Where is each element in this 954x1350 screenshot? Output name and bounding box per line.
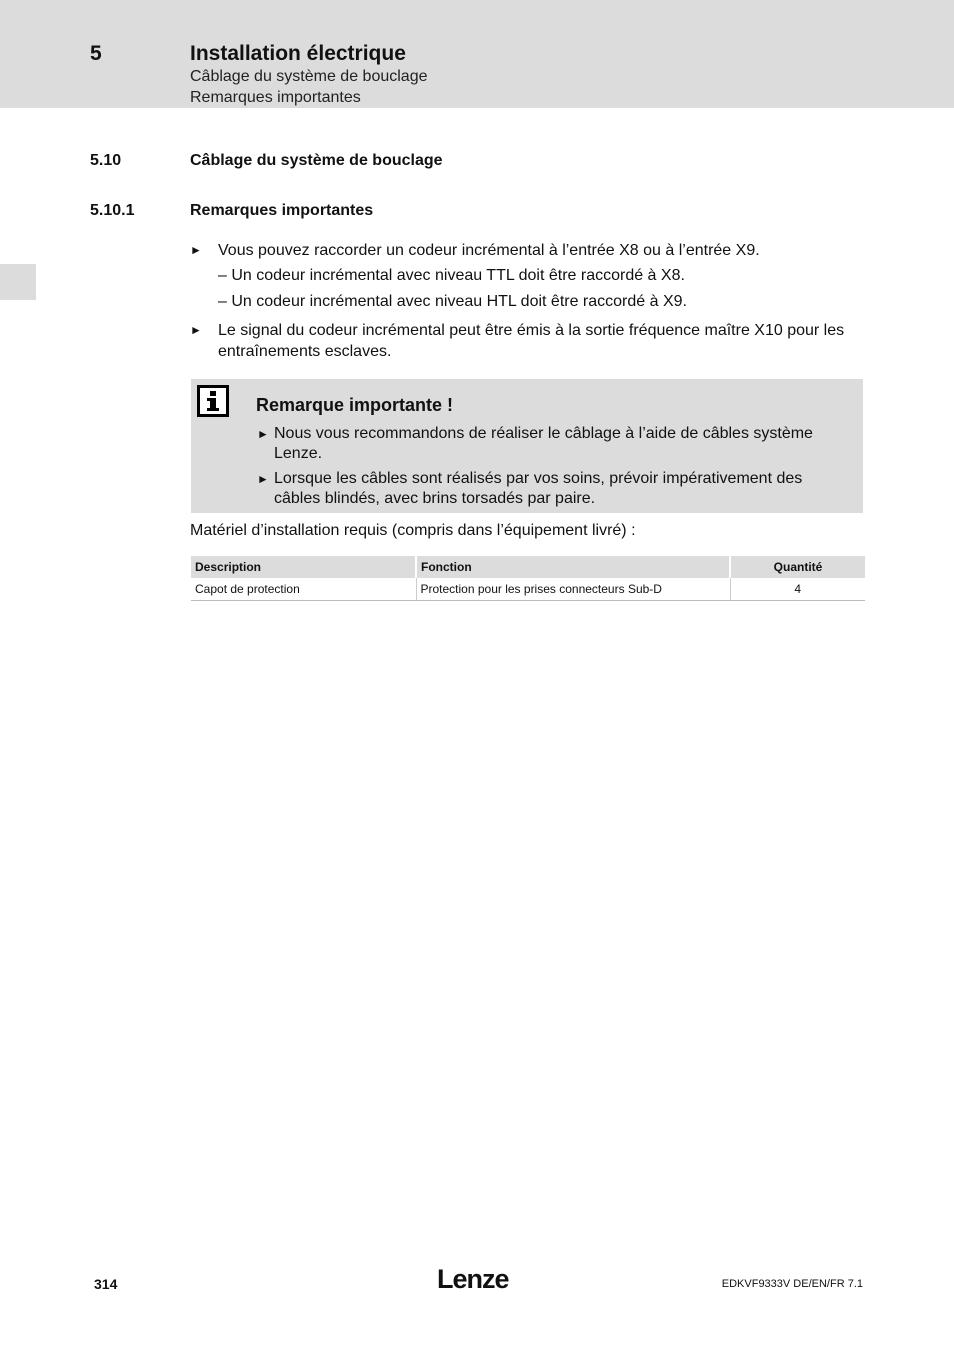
note-title: Remarque importante !: [256, 395, 454, 415]
triangle-bullet-icon: ►: [190, 323, 202, 337]
note-item: [257, 424, 847, 464]
table-row: [191, 578, 865, 601]
column-header-quantity: Quantité: [730, 556, 865, 578]
required-material-text: Matériel d’installation requis (compris dans l’équipement livré) :: [190, 522, 636, 539]
column-header-description: Description: [191, 556, 416, 578]
cell-function: Protection pour les prises connecteurs Sub-D: [416, 578, 730, 601]
page-number: 314: [94, 1276, 118, 1292]
sub-item: – Un codeur incrémental avec niveau TTL doit être raccordé à X8.: [218, 267, 685, 284]
chapter-title: Installation électrique: [190, 42, 406, 65]
lenze-logo: Lenze: [437, 1264, 509, 1294]
document-reference: EDKVF9333V DE/EN/FR 7.1: [721, 1278, 863, 1290]
triangle-bullet-icon: ►: [257, 427, 269, 441]
info-icon: [197, 385, 229, 417]
header-band: [0, 0, 954, 108]
equipment-table: [191, 556, 865, 601]
section-title: Câblage du système de bouclage: [190, 152, 443, 169]
note-item-text: Lorsque les câbles sont réalisés par vos soins, prévoir impérativement des câbles blindés, avec brins torsadés par paire.: [274, 470, 803, 507]
note-item: [257, 469, 847, 509]
triangle-bullet-icon: ►: [257, 472, 269, 486]
bullet-item: [190, 240, 870, 261]
section-number: 5.10: [90, 152, 122, 169]
cell-quantity: 4: [730, 578, 865, 601]
subsection-number: 5.10.1: [90, 202, 135, 219]
breadcrumb-section: Câblage du système de bouclage: [190, 68, 428, 85]
table-header-row: [191, 556, 865, 578]
bullet-text: Le signal du codeur incrémental peut être émis à la sortie fréquence maître X10 pour les entraînements esclaves.: [218, 322, 845, 360]
cell-description: Capot de protection: [191, 578, 416, 601]
triangle-bullet-icon: ►: [190, 243, 202, 257]
sub-item: – Un codeur incrémental avec niveau HTL doit être raccordé à X9.: [218, 293, 687, 310]
column-header-function: Fonction: [416, 556, 730, 578]
note-item-text: Nous vous recommandons de réaliser le câblage à l’aide de câbles système Lenze.: [274, 425, 813, 462]
important-note-box: [191, 379, 863, 513]
breadcrumb-subsection: Remarques importantes: [190, 89, 361, 106]
subsection-title: Remarques importantes: [190, 202, 374, 219]
chapter-side-tab: [0, 264, 36, 300]
bullet-item: [190, 320, 870, 362]
chapter-number: 5: [90, 42, 102, 65]
bullet-text: Vous pouvez raccorder un codeur incrémental à l’entrée X8 ou à l’entrée X9.: [218, 242, 760, 259]
